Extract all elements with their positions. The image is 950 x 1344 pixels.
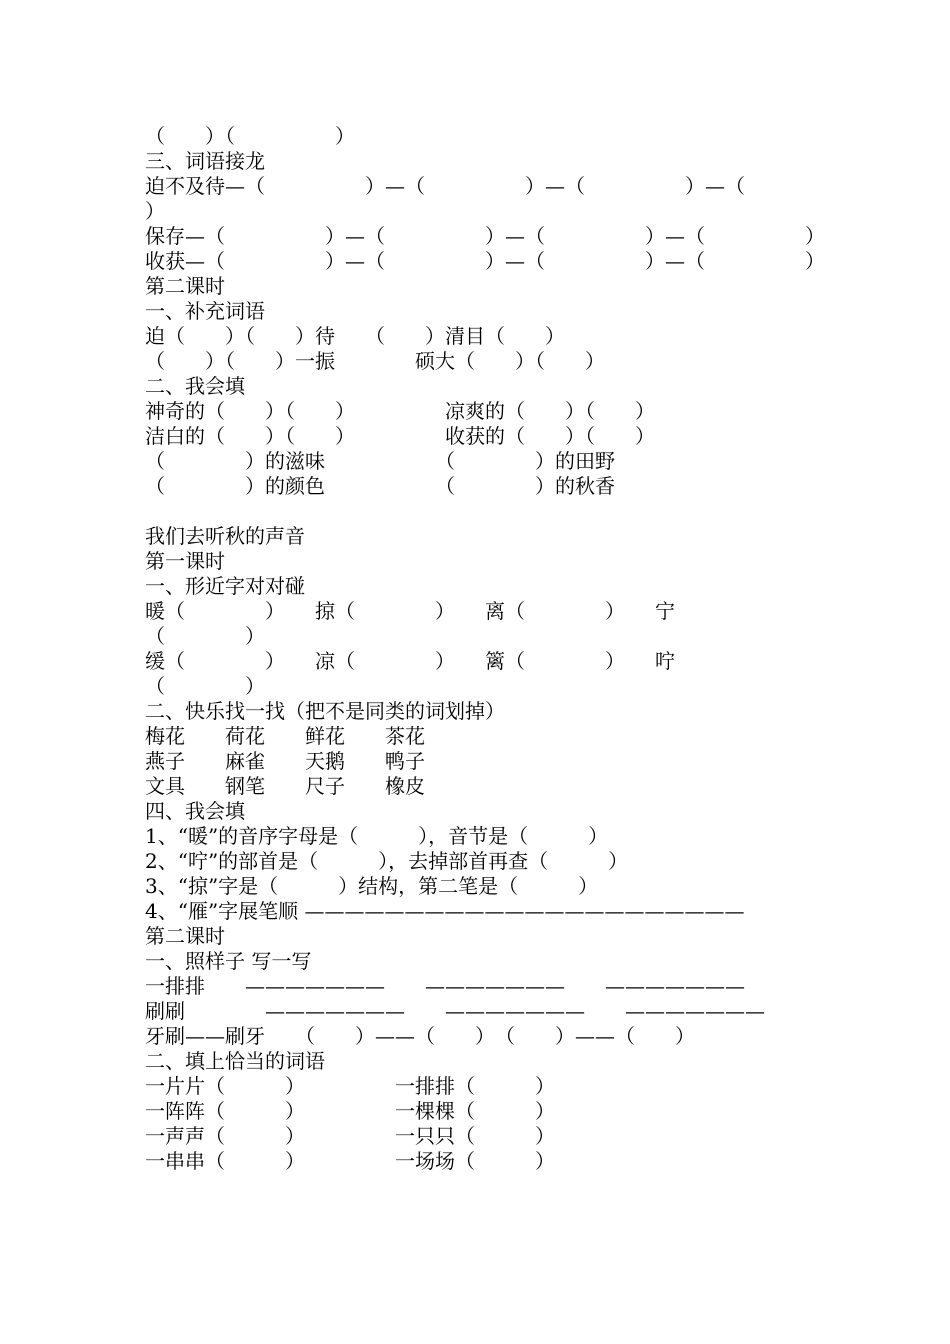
text-line: （ ）的颜色 （ ）的秋香	[145, 474, 615, 498]
text-line: 缓（ ） 凉（ ） 篱（ ） 咛	[145, 649, 675, 673]
section-heading: 二、快乐找一找（把不是同类的词划掉）	[145, 699, 505, 723]
text-line: 迫不及待—（ ）—（ ）—（ ）—（	[145, 174, 745, 198]
text-line: 4、“雁”字展笔顺 ——————————————————————	[145, 899, 745, 923]
section-heading: 一、照样子 写一写	[145, 949, 312, 973]
section-heading: 三、词语接龙	[145, 149, 265, 173]
section-heading: 一、补充词语	[145, 299, 265, 323]
text-line: 一排排 ——————— ——————— ———————	[145, 974, 745, 998]
section-heading: 一、形近字对对碰	[145, 574, 305, 598]
lesson-heading: 第二课时	[145, 924, 225, 948]
text-line: 一片片（ ） 一排排（ ）	[145, 1074, 555, 1098]
text-line: 收获—（ ）—（ ）—（ ）—（ ）	[145, 249, 825, 273]
text-line: 迫（ ）（ ）待 （ ）清目（ ）	[145, 324, 565, 348]
section-heading: 二、我会填	[145, 374, 245, 398]
text-line: 2、“咛”的部首是（ ），去掉部首再查（ ）	[145, 849, 629, 873]
text-line: 3、“掠”字是（ ）结构，第二笔是（ ）	[145, 874, 599, 898]
text-line: 牙刷——刷牙 （ ）——（ ） （ ）——（ ）	[145, 1024, 695, 1048]
text-line: 暖（ ） 掠（ ） 离（ ） 宁	[145, 599, 675, 623]
text-line: 梅花 荷花 鲜花 茶花	[145, 724, 425, 748]
text-line: （ ）的滋味 （ ）的田野	[145, 449, 615, 473]
text-line: 一阵阵（ ） 一棵棵（ ）	[145, 1099, 555, 1123]
lesson-heading: 第一课时	[145, 549, 225, 573]
text-line: （ ）（ ）一振 硕大（ ）（ ）	[145, 349, 605, 373]
text-line: 一串串（ ） 一场场（ ）	[145, 1149, 555, 1173]
text-line: 保存—（ ）—（ ）—（ ）—（ ）	[145, 224, 825, 248]
text-line: 洁白的（ ）（ ） 收获的（ ）（ ）	[145, 424, 655, 448]
text-line: 1、“暖”的音序字母是（ ），音节是（ ）	[145, 824, 609, 848]
text-line: （ ）（ ）	[145, 124, 355, 148]
lesson-title: 我们去听秋的声音	[145, 524, 305, 548]
text-line: 文具 钢笔 尺子 橡皮	[145, 774, 425, 798]
section-heading: 四、我会填	[145, 799, 245, 823]
text-line: 一声声（ ） 一只只（ ）	[145, 1124, 555, 1148]
text-line: 刷刷 ——————— ——————— ———————	[145, 999, 765, 1023]
text-line: ）	[145, 199, 165, 223]
text-line: （ ）	[145, 624, 265, 648]
text-line: （ ）	[145, 674, 265, 698]
lesson-heading: 第二课时	[145, 274, 225, 298]
text-line: 燕子 麻雀 天鹅 鸭子	[145, 749, 425, 773]
text-line: 神奇的（ ）（ ） 凉爽的（ ）（ ）	[145, 399, 655, 423]
section-heading: 二、填上恰当的词语	[145, 1049, 325, 1073]
